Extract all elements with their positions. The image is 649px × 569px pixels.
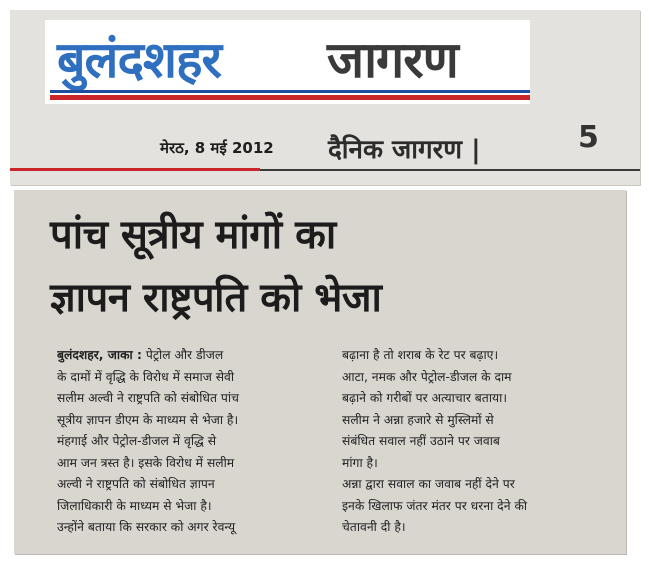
article-line: संबंधित सवाल नहीं उठाने पर जवाब [342, 434, 500, 448]
article-line: पेट्रोल और डीजल [145, 348, 224, 362]
article-line: अन्ना द्वारा सवाल का जवाब नहीं देने पर [342, 477, 515, 491]
page-rule-dark [260, 169, 640, 171]
masthead-title-city: बुलंदशहर [57, 31, 221, 89]
article-line: सलीम अल्वी ने राष्ट्रपति को संबोधित पांच [57, 391, 239, 405]
article-line: बढ़ाना है तो शराब के रेट पर बढ़ाए। [342, 348, 499, 362]
article-line: सूत्रीय ज्ञापन डीएम के माध्यम से भेजा है। [57, 412, 239, 427]
article-line: उन्होंने बताया कि सरकार को अगर रेवन्यू [57, 520, 236, 534]
article-line: सलीम ने अन्ना हजारे से मुस्लिमों से [342, 412, 494, 427]
article-line: इनके खिलाफ जंतर मंतर पर धरना देने की [342, 498, 528, 513]
masthead-title-jagran: जागरण [327, 31, 458, 89]
article-dateline: बुलंदशहर, जाका : [57, 348, 142, 362]
article-line: के दामों में वृद्धि के विरोध में समाज सेवी [57, 369, 235, 384]
headline-line-1: पांच सूत्रीय मांगों का [50, 212, 336, 258]
article-line: आम जन त्रस्त है। इसके विरोध में सलीम [57, 455, 235, 470]
article-line: चेतावनी दी है। [342, 520, 406, 534]
paper-name: दैनिक जागरण | [328, 135, 481, 165]
masthead-rule-red [50, 95, 530, 100]
article-line: अल्वी ने राष्ट्रपति को संबोधित ज्ञापन [57, 477, 215, 491]
article-column-right [342, 345, 614, 539]
article-line: आटा, नमक और पेट्रोल-डीजल के दाम [342, 369, 512, 384]
article-first-line [57, 345, 329, 367]
article-line: मांगा है। [342, 455, 378, 470]
edition-dateline: मेरठ, 8 मई 2012 [160, 139, 274, 157]
page-number: 5 [578, 120, 599, 155]
masthead-rule-blue [50, 90, 530, 93]
article-line: बढ़ाने को गरीबों पर अत्याचार बताया। [342, 391, 507, 405]
article-column-left [57, 345, 329, 539]
article-line: मंहगाई और पेट्रोल-डीजल में वृद्धि से [57, 434, 217, 448]
article-line: जिलाधिकारी के माध्यम से भेजा है। [57, 498, 212, 513]
page-rule-red [10, 168, 260, 171]
headline-line-2: ज्ञापन राष्ट्रपति को भेजा [50, 275, 382, 321]
